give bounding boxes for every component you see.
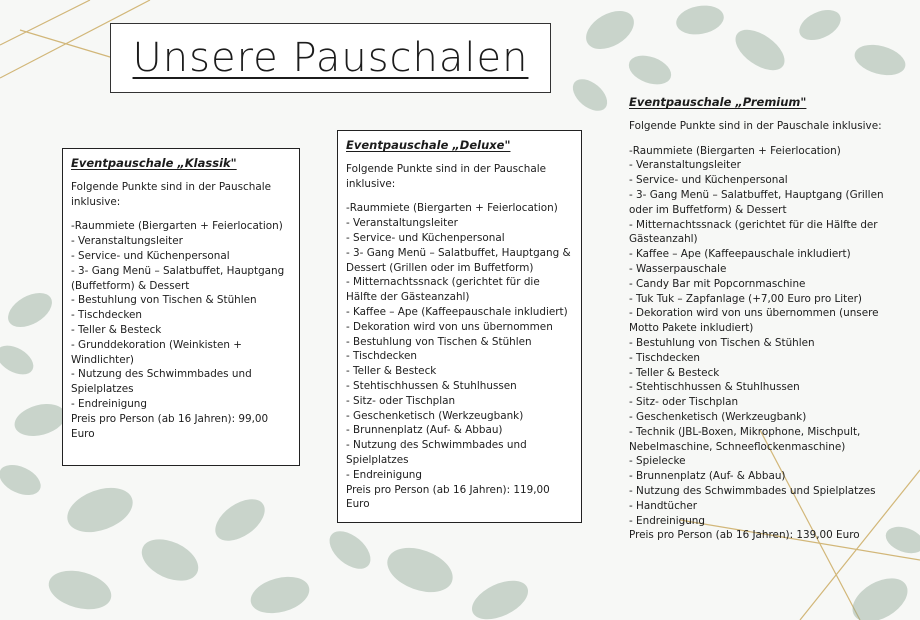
list-item: - Endreinigung (346, 468, 422, 481)
list-item: - Dekoration wird von uns übernommen (unsere Motto Pakete inkludiert) (629, 307, 879, 335)
list-item: - 3- Gang Menü – Salatbuffet, Hauptgang & Dessert (Grillen oder im Buffetform) (346, 246, 571, 274)
list-item: - Nutzung des Schwimmbades und Spielplatzes (629, 484, 876, 497)
package-card-deluxe (337, 130, 582, 523)
list-item: - 3- Gang Menü – Salatbuffet, Hauptgang (Buffetform) & Dessert (71, 264, 285, 292)
package-intro: Folgende Punkte sind in der Pauschale inklusive: (71, 180, 271, 208)
list-item: - 3- Gang Menü – Salatbuffet, Hauptgang (Grillen oder im Buffetform) & Dessert (629, 188, 884, 216)
list-item: - Teller & Besteck (346, 365, 437, 378)
list-item: - Bestuhlung von Tischen & Stühlen (346, 335, 532, 348)
list-item: - Tischdecken (629, 351, 701, 364)
title-box (110, 23, 551, 93)
package-price: Preis pro Person (ab 16 Jahren): 139,00 Euro (629, 529, 860, 542)
package-title: Eventpauschale „Klassik" (71, 156, 237, 170)
list-item: -Raummiete (Biergarten + Feierlocation) (629, 144, 841, 157)
list-item: - Sitz- oder Tischplan (346, 394, 456, 407)
list-item: - Stehtischhussen & Stuhlhussen (346, 379, 517, 392)
package-item-list (71, 219, 291, 411)
list-item: - Veranstaltungsleiter (71, 235, 183, 248)
list-item: - Mitternachtssnack (gerichtet für die Hälfte der Gästeanzahl) (346, 276, 540, 304)
list-item: -Raummiete (Biergarten + Feierlocation) (71, 220, 283, 233)
list-item: - Service- und Küchenpersonal (71, 249, 230, 262)
list-item: - Endreinigung (629, 514, 705, 527)
list-item: - Mitternachtssnack (gerichtet für die Hälfte der Gästeanzahl) (629, 218, 878, 246)
list-item: - Veranstaltungsleiter (629, 159, 741, 172)
package-title: Eventpauschale „Deluxe" (346, 138, 511, 152)
list-item: - Dekoration wird von uns übernommen (346, 320, 553, 333)
list-item: - Nutzung des Schwimmbades und Spielplatzes (71, 368, 252, 396)
list-item: - Sitz- oder Tischplan (629, 396, 739, 409)
list-item: - Brunnenplatz (Auf- & Abbau) (629, 470, 786, 483)
list-item: - Teller & Besteck (629, 366, 720, 379)
list-item: - Stehtischhussen & Stuhlhussen (629, 381, 800, 394)
list-item: - Wasserpauschale (629, 262, 727, 275)
package-card-premium (621, 89, 895, 559)
list-item: - Geschenketisch (Werkzeugbank) (629, 410, 807, 423)
package-intro: Folgende Punkte sind in der Pauschale inklusive: (346, 162, 546, 190)
list-item: - Nutzung des Schwimmbades und Spielplatzes (346, 439, 527, 466)
list-item: - Tischdecken (346, 350, 418, 363)
package-title: Eventpauschale „Premium" (629, 95, 807, 109)
package-card-klassik (62, 148, 300, 466)
list-item: - Teller & Besteck (71, 323, 162, 336)
package-price: Preis pro Person (ab 16 Jahren): 99,00 Euro (71, 412, 269, 440)
list-item: - Spielecke (629, 455, 686, 468)
list-item: - Tischdecken (71, 309, 143, 322)
list-item: - Kaffee – Ape (Kaffeepauschale inkludiert) (346, 305, 568, 318)
package-intro: Folgende Punkte sind in der Pauschale inklusive: (629, 119, 882, 132)
list-item: -Raummiete (Biergarten + Feierlocation) (346, 202, 558, 215)
package-item-list (346, 201, 573, 482)
list-item: - Grunddekoration (Weinkisten + Windlichter) (71, 338, 242, 366)
list-item: - Bestuhlung von Tischen & Stühlen (629, 336, 815, 349)
list-item: - Service- und Küchenpersonal (629, 174, 788, 187)
list-item: - Technik (JBL-Boxen, Mikrophone, Mischpult, Nebelmaschine, Schneeflockenmaschine) (629, 425, 861, 453)
package-item-list (629, 144, 887, 529)
list-item: - Handtücher (629, 499, 698, 512)
list-item: - Veranstaltungsleiter (346, 217, 458, 230)
page-title: Unsere Pauschalen (132, 35, 529, 81)
list-item: - Endreinigung (71, 397, 147, 410)
list-item: - Tuk Tuk – Zapfanlage (+7,00 Euro pro Liter) (629, 292, 862, 305)
package-price: Preis pro Person (ab 16 Jahren): 119,00 Euro (346, 483, 550, 511)
list-item: - Bestuhlung von Tischen & Stühlen (71, 294, 257, 307)
list-item: - Candy Bar mit Popcornmaschine (629, 277, 806, 290)
list-item: - Geschenketisch (Werkzeugbank) (346, 409, 524, 422)
list-item: - Service- und Küchenpersonal (346, 231, 505, 244)
list-item: - Kaffee – Ape (Kaffeepauschale inkludiert) (629, 248, 851, 261)
list-item: - Brunnenplatz (Auf- & Abbau) (346, 424, 503, 437)
